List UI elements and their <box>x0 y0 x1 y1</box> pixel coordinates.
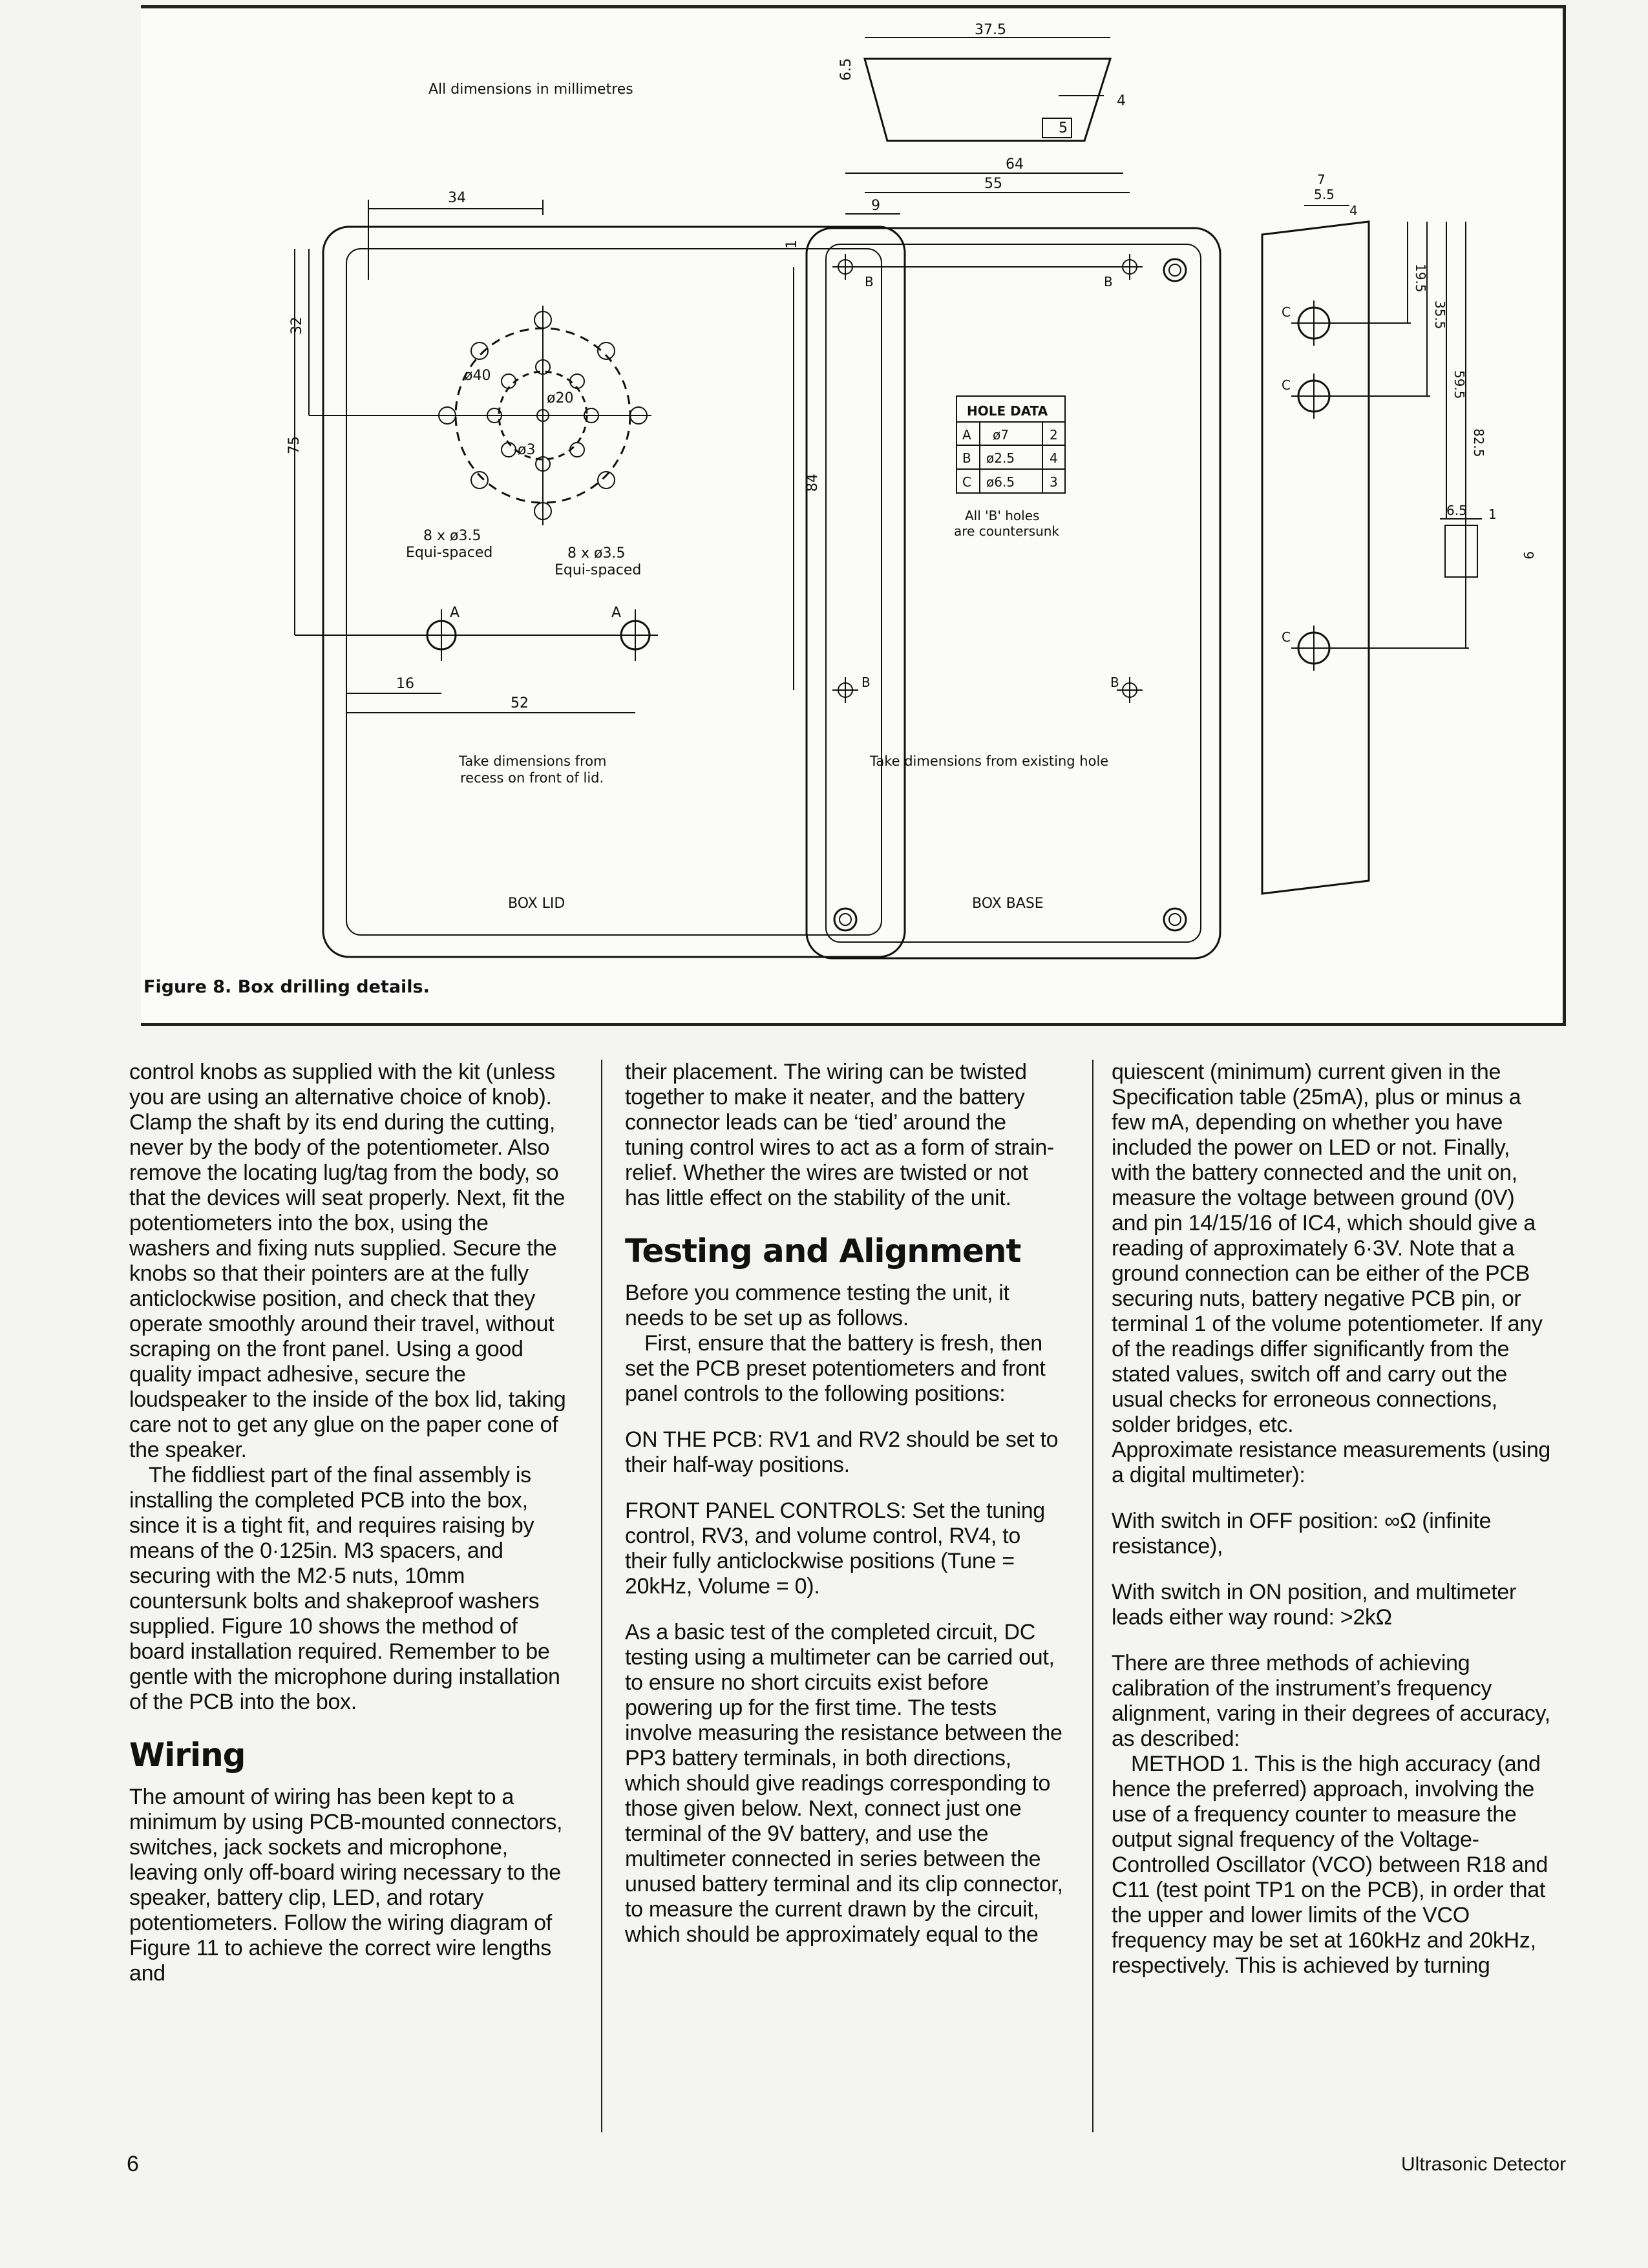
col1-paragraph-2: The fiddliest part of the final assembly is installing the completed PCB into the box, since it is a tight fit, and requires raising by means of the 0·125in. M3 spacers, and securing with the M2·5 nuts, 10mm countersunk bolts and shakeproof washers supplied. Figure 10 shows the method of board installation required. Remember to be gentle with the microphone during installation of the PCB into the box. <box>129 1463 560 1714</box>
col3-paragraph-1: quiescent (minimum) current given in the Specification table (25mA), plus or minus a few mA, depending on whether you have included the power on LED or not. Finally, with the battery connected and the unit on, measure the voltage between ground (0V) and pin 14/15/16 of IC4, which should give a reading of approximately 6·3V. Note that a ground connection can be either of the PCB securing nuts, battery negative PCB pin, or terminal 1 of the volume potentiometer. If any of the readings differ significantly from the stated values, switch off and carry out the usual checks for erroneous connections, solder bridges, etc. <box>1112 1060 1543 1437</box>
side-dim-1: 1 <box>1488 507 1497 522</box>
lid-holes-right-2: Equi-spaced <box>555 562 642 578</box>
countersunk-note-1: All 'B' holes <box>965 508 1040 523</box>
heading-testing-alignment: Testing and Alignment <box>625 1232 1021 1270</box>
lid-note-1: Take dimensions from <box>459 753 607 769</box>
col2-paragraph-4: ON THE PCB: RV1 and RV2 should be set to their half-way positions. <box>625 1427 1059 1477</box>
col2-paragraph-2: Before you commence testing the unit, it needs to be set up as follows. <box>625 1281 1009 1330</box>
article-column-2 <box>625 1060 1064 1968</box>
top-dim-4: 4 <box>1117 93 1126 109</box>
col3-paragraph-3: With switch in OFF position: ∞Ω (infinite resistance), <box>1112 1509 1492 1559</box>
box-lid-outline <box>323 227 905 957</box>
lid-dim-32: 32 <box>289 317 305 335</box>
hole-row-a-dia: ø7 <box>993 427 1009 443</box>
base-hole-b-3: B <box>861 675 871 690</box>
hole-row-c-dia: ø6.5 <box>986 474 1015 490</box>
base-note: Take dimensions from existing hole <box>870 753 1109 769</box>
lid-dia-40: ø40 <box>464 368 491 384</box>
top-dim-37-5: 37.5 <box>975 22 1006 38</box>
lid-hole-a-label-1: A <box>450 605 460 621</box>
lid-dim-52: 52 <box>511 695 529 711</box>
hole-data-title: HOLE DATA <box>967 403 1048 419</box>
col1-paragraph-1: control knobs as supplied with the kit (unless you are using an alternative choice of knob). Clamp the shaft by its end during the cutting, never by the body of the potentiometer. Also remove the locating lug/tag from the body, so that the devices will seat properly. Next, fit the potentiometers into the box, using the washers and fixing nuts supplied. Secure the knobs so that their pointers are at the fully anticlockwise position, and check that they operate smoothly around their travel, without scraping on the front panel. Using a good quality impact adhesive, secure the loudspeaker to the inside of the box lid, taking care not to get any glue on the paper cone of the speaker. <box>129 1060 566 1462</box>
hole-row-b-id: B <box>962 450 971 466</box>
drilling-diagram <box>141 8 1563 1023</box>
lid-holes-right-1: 8 x ø3.5 <box>567 545 626 562</box>
base-hole-b-4: B <box>1110 675 1119 690</box>
side-dim-7: 7 <box>1317 172 1326 187</box>
side-hole-c-3: C <box>1282 629 1291 645</box>
figure-box-drilling <box>141 5 1566 1026</box>
lid-holes-left-2: Equi-spaced <box>406 545 493 561</box>
box-base-outline <box>807 228 1220 958</box>
units-note: All dimensions in millimetres <box>428 81 633 98</box>
hole-row-a-id: A <box>962 427 971 443</box>
col3-paragraph-5: There are three methods of achieving calibration of the instrument’s frequency alignment, varing in their degrees of accuracy, as described: <box>1112 1651 1550 1751</box>
article-column-1 <box>129 1060 569 2007</box>
page-number: 6 <box>127 2152 139 2176</box>
side-dim-59-5: 59.5 <box>1452 370 1467 399</box>
hole-row-b-count: 4 <box>1050 450 1058 466</box>
top-dim-6-5: 6.5 <box>838 58 854 81</box>
col1-paragraph-3: The amount of wiring has been kept to a minimum by using PCB-mounted connectors, switches, jack sockets and microphone, leaving only off-board wiring necessary to the speaker, battery clip, LED, and rotary potentiometers. Follow the wiring diagram of Figure 11 to achieve the correct wire lengths and <box>129 1785 563 1986</box>
column-rule-1 <box>601 1060 602 2132</box>
side-hole-c-1: C <box>1282 304 1291 320</box>
col3-paragraph-6: METHOD 1. This is the high accuracy (and hence the preferred) approach, involving the use of a frequency counter to measure the output signal frequency of the Voltage-Controlled Oscillator (VCO) between R18 and C11 (test point TP1 on the PCB), in order that the upper and lower limits of the VCO frequency may be set at 160kHz and 20kHz, respectively. This is achieved by turning <box>1112 1752 1548 1978</box>
heading-wiring: Wiring <box>129 1736 246 1774</box>
side-cutout <box>1445 525 1477 577</box>
countersunk-note-2: are countersunk <box>954 523 1060 539</box>
col3-paragraph-2: Approximate resistance measurements (using a digital multimeter): <box>1112 1438 1551 1487</box>
hole-row-a-count: 2 <box>1050 427 1058 443</box>
side-dim-82-5: 82.5 <box>1471 428 1486 457</box>
hole-row-c-id: C <box>962 474 971 490</box>
side-dim-6-5: 6.5 <box>1446 503 1467 518</box>
side-dim-4: 4 <box>1349 203 1358 218</box>
article-column-3 <box>1112 1060 1551 1999</box>
side-dim-35-5: 35.5 <box>1432 300 1448 330</box>
base-hole-b-2: B <box>1104 274 1113 289</box>
col2-paragraph-6: As a basic test of the completed circuit, DC testing using a multimeter can be carried out, to ensure no short circuits exist before powering up for the first time. The tests involve measuring the resistance between the PP3 battery terminals, in both directions, which should give readings corresponding to those given below. Next, connect just one terminal of the 9V battery, and use the multimeter connected in series between the unused battery terminal and its clip connector, to measure the current drawn by the circuit, which should be approximately equal to the <box>625 1620 1063 1947</box>
lid-holes-left-1: 8 x ø3.5 <box>423 528 481 544</box>
lid-note-2: recess on front of lid. <box>460 770 604 786</box>
lid-dim-34: 34 <box>448 190 466 206</box>
column-rule-2 <box>1092 1060 1093 2132</box>
top-dim-5: 5 <box>1059 120 1068 136</box>
base-dim-9: 9 <box>871 198 880 214</box>
base-dim-84: 84 <box>805 474 821 492</box>
side-dim-5-5: 5.5 <box>1314 187 1335 202</box>
lid-dia-3: ø3 <box>518 442 536 458</box>
side-c-holes <box>1291 300 1336 671</box>
hole-row-b-dia: ø2.5 <box>986 450 1015 466</box>
running-footer-title: Ultrasonic Detector <box>1401 2154 1567 2175</box>
base-hole-b-1: B <box>865 274 874 289</box>
base-dim-1: 1 <box>784 240 800 249</box>
lid-dim-16: 16 <box>396 676 414 692</box>
col2-paragraph-3: First, ensure that the battery is fresh, then set the PCB preset potentiometers and front panel controls to the following positions: <box>625 1331 1046 1406</box>
lid-dim-75: 75 <box>286 436 302 454</box>
side-hole-c-2: C <box>1282 377 1291 393</box>
base-dim-55: 55 <box>984 176 1002 192</box>
side-dim-19-5: 19.5 <box>1413 264 1428 293</box>
box-top-profile <box>865 59 1110 141</box>
base-dim-64: 64 <box>1006 156 1024 173</box>
base-corner-bosses <box>834 259 1186 930</box>
lid-hole-a-label-2: A <box>611 605 622 621</box>
lid-dia-20: ø20 <box>547 390 574 406</box>
col3-paragraph-4: With switch in ON position, and multimeter leads either way round: >2kΩ <box>1112 1580 1517 1630</box>
hole-row-c-count: 3 <box>1050 474 1058 490</box>
figure-caption: Figure 8. Box drilling details. <box>143 977 430 997</box>
side-dim-9: 9 <box>1521 551 1536 560</box>
col2-paragraph-1: their placement. The wiring can be twisted together to make it neater, and the battery connector leads can be ‘tied’ around the tuning control wires to act as a form of strain-relief. Whether the wires are twisted or not has little effect on the stability of the unit. <box>625 1060 1054 1210</box>
base-label: BOX BASE <box>972 896 1044 912</box>
lid-label: BOX LID <box>508 896 565 912</box>
col2-paragraph-5: FRONT PANEL CONTROLS: Set the tuning control, RV3, and volume control, RV4, to their fully anticlockwise positions (Tune = 20kHz, Volume = 0). <box>625 1498 1045 1599</box>
